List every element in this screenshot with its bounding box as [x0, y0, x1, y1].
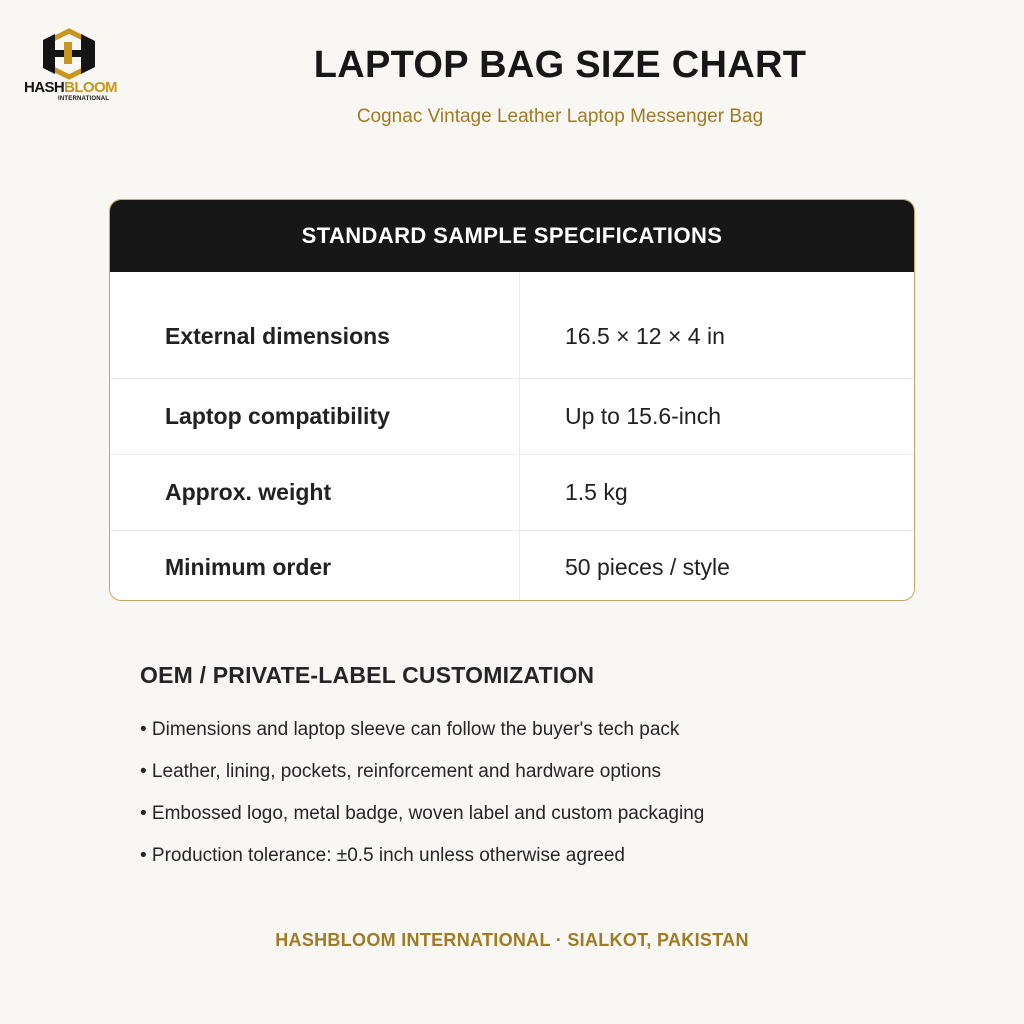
page-title: LAPTOP BAG SIZE CHART: [313, 44, 807, 86]
table-row: [110, 531, 914, 601]
oem-section-title: OEM / PRIVATE-LABEL CUSTOMIZATION: [140, 662, 595, 688]
spec-label: Approx. weight: [110, 455, 520, 530]
spec-table-heading: STANDARD SAMPLE SPECIFICATIONS: [110, 200, 914, 272]
brand-name-part1: HASH: [24, 79, 65, 96]
list-item: • Embossed logo, metal badge, woven label and custom packaging: [140, 803, 705, 824]
spec-value: Up to 15.6-inch: [565, 403, 721, 429]
footer-text: HASHBLOOM INTERNATIONAL · SIALKOT, PAKISTAN: [275, 930, 749, 950]
list-item: • Leather, lining, pockets, reinforcement and hardware options: [140, 761, 662, 782]
table-row: [110, 455, 914, 531]
list-item: • Dimensions and laptop sleeve can follow the buyer's tech pack: [140, 719, 680, 740]
spec-label: External dimensions: [110, 272, 520, 378]
spec-value: 50 pieces / style: [565, 554, 730, 580]
spec-value: 1.5 kg: [565, 479, 628, 505]
brand-name-part2: BLOOM: [64, 79, 117, 96]
table-row: [110, 379, 914, 455]
table-row: [110, 272, 914, 379]
page-subtitle: Cognac Vintage Leather Laptop Messenger Bag: [356, 106, 764, 127]
spec-table-body: [110, 272, 914, 601]
spec-label: Laptop compatibility: [110, 379, 520, 454]
brand-sub: INTERNATIONAL: [58, 96, 110, 102]
oem-list: [140, 716, 704, 884]
spec-table: [109, 199, 915, 601]
spec-value: 16.5 × 12 × 4 in: [565, 322, 725, 349]
spec-label: Minimum order: [110, 531, 520, 601]
list-item: • Production tolerance: ±0.5 inch unless otherwise agreed: [140, 845, 625, 866]
